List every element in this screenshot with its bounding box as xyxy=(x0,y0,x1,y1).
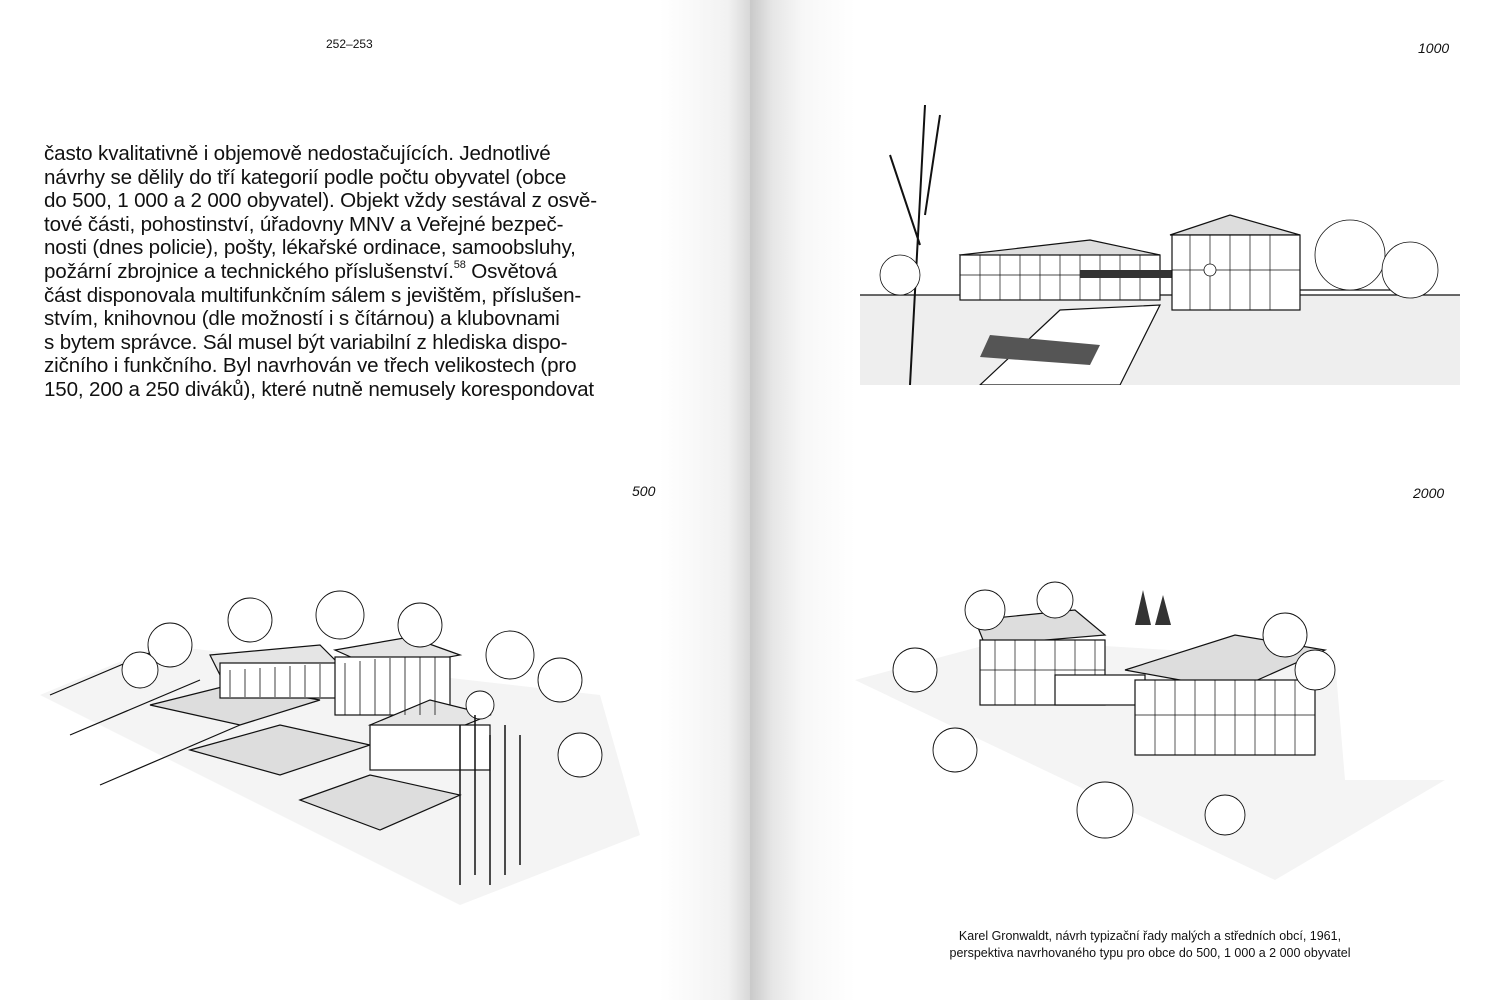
text-line: 150, 200 a 250 diváků), které nutně nemusely korespondovat xyxy=(44,377,594,401)
figure-caption xyxy=(880,928,1420,962)
text-line-start: požární zbrojnice a technického příslušenství. xyxy=(44,259,454,283)
illustration-500 xyxy=(40,585,660,905)
caption-line-2: perspektiva navrhovaného typu pro obce do 500, 1 000 a 2 000 obyvatel xyxy=(949,946,1351,960)
caption-line-1: Karel Gronwaldt, návrh typizační řady malých a středních obcí, 1961, xyxy=(958,929,1342,943)
illustration-1000 xyxy=(860,95,1460,385)
figure-label-1000: 1000 xyxy=(1418,40,1450,56)
text-line: stvím, knihovnou (dle možností i s čítárnou) a klubovnami xyxy=(44,307,560,331)
text-line-end: Osvětová xyxy=(465,259,558,283)
text-line: do 500, 1 000 a 2 000 obyvatel). Objekt vždy sestával z osvě- xyxy=(44,189,597,213)
body-text xyxy=(44,142,597,402)
figure-label-500: 500 xyxy=(632,483,656,499)
text-line: často kvalitativně i objemově nedostačujících. Jednotlivé xyxy=(44,142,551,165)
text-line: část disponovala multifunkčním sálem s jevištěm, příslušen- xyxy=(44,283,582,307)
text-line: návrhy se dělily do tří kategorií podle počtu obyvatel (obce xyxy=(44,165,567,189)
illustration-2000 xyxy=(855,580,1445,900)
text-line: s bytem správce. Sál musel být variabilní z hlediska dispo- xyxy=(44,330,568,354)
footnote-reference[interactable]: 58 xyxy=(453,258,466,271)
page-folio: 252–253 xyxy=(326,37,373,51)
text-line: tové části, pohostinství, úřadovny MNV a Veřejné bezpeč- xyxy=(44,212,564,236)
figure-label-2000: 2000 xyxy=(1413,485,1445,501)
text-line: zičního i funkčního. Byl navrhován ve třech velikostech (pro xyxy=(44,354,577,378)
text-line: nosti (dnes policie), pošty, lékařské ordinace, samoobsluhy, xyxy=(44,236,576,260)
text-line xyxy=(44,260,597,284)
